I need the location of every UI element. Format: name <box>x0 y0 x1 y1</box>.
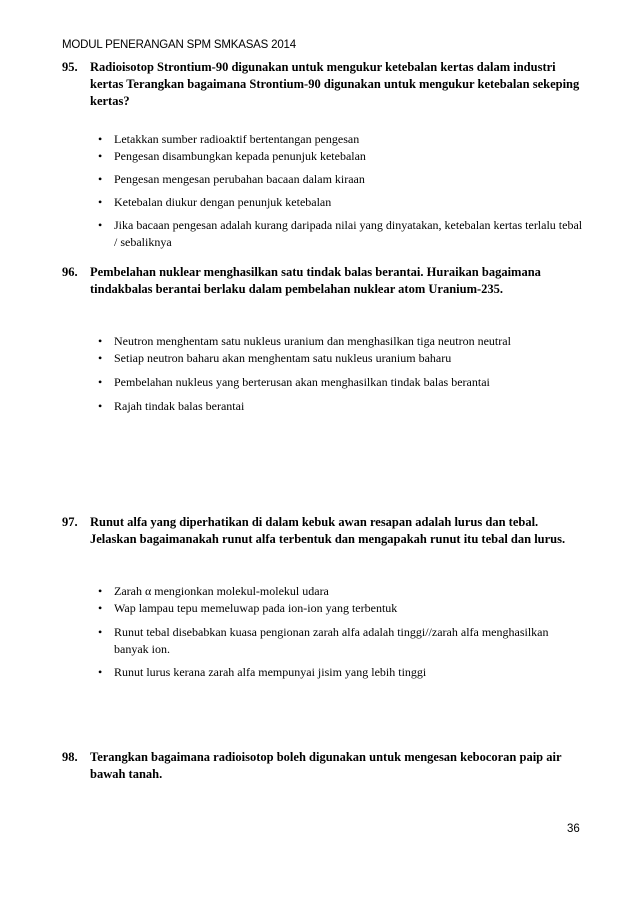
list-item: • Setiap neutron baharu akan menghentam satu nukleus uranium baharu <box>104 350 584 367</box>
question-number: 95. <box>62 60 78 74</box>
question-number: 97. <box>62 515 78 529</box>
page-number: 36 <box>567 823 580 835</box>
question-number: 98. <box>62 750 78 764</box>
list-item: • Pembelahan nukleus yang berterusan akan menghasilkan tindak balas berantai <box>104 374 584 391</box>
question-text: Runut alfa yang diperhatikan di dalam kebuk awan resapan adalah lurus dan tebal. Jelaskan bagaimanakah runut alfa terbentuk dan mengapakah runut itu tebal dan lurus. <box>90 515 566 546</box>
question-97 <box>62 514 582 548</box>
list-item: • Runut lurus kerana zarah alfa mempunyai jisim yang lebih tinggi <box>104 664 584 681</box>
list-item: • Zarah α mengionkan molekul-molekul udara <box>104 583 584 600</box>
list-item: • Runut tebal disebabkan kuasa pengionan zarah alfa adalah tinggi//zarah alfa menghasilkan banyak ion. <box>104 624 584 658</box>
question-number: 96. <box>62 265 78 279</box>
list-item: • Wap lampau tepu memeluwap pada ion-ion yang terbentuk <box>104 600 584 617</box>
list-item: • Letakkan sumber radioaktif bertentangan pengesan <box>104 131 584 148</box>
list-item: • Rajah tindak balas berantai <box>104 398 584 415</box>
question-95 <box>62 59 582 110</box>
list-item: • Ketebalan diukur dengan penunjuk ketebalan <box>104 194 584 211</box>
question-text: Radioisotop Strontium-90 digunakan untuk mengukur ketebalan kertas dalam industri kertas Terangkan bagaimana Strontium-90 digunakan untuk mengukur ketebalan sekeping kertas? <box>90 60 580 108</box>
list-item: • Jika bacaan pengesan adalah kurang daripada nilai yang dinyatakan, ketebalan kertas terlalu tebal / sebaliknya <box>104 217 584 251</box>
list-item: • Pengesan mengesan perubahan bacaan dalam kiraan <box>104 171 584 188</box>
question-98 <box>62 749 582 783</box>
question-96 <box>62 264 582 298</box>
question-text: Pembelahan nuklear menghasilkan satu tindak balas berantai. Huraikan bagaimana tindakbalas berantai berlaku dalam pembelahan nuklear atom Uranium-235. <box>90 265 541 296</box>
list-item: • Neutron menghentam satu nukleus uranium dan menghasilkan tiga neutron neutral <box>104 333 584 350</box>
list-item: • Pengesan disambungkan kepada penunjuk ketebalan <box>104 148 584 165</box>
question-text: Terangkan bagaimana radioisotop boleh digunakan untuk mengesan kebocoran paip air bawah tanah. <box>90 750 562 781</box>
page-header: MODUL PENERANGAN SPM SMKASAS 2014 <box>62 39 296 51</box>
